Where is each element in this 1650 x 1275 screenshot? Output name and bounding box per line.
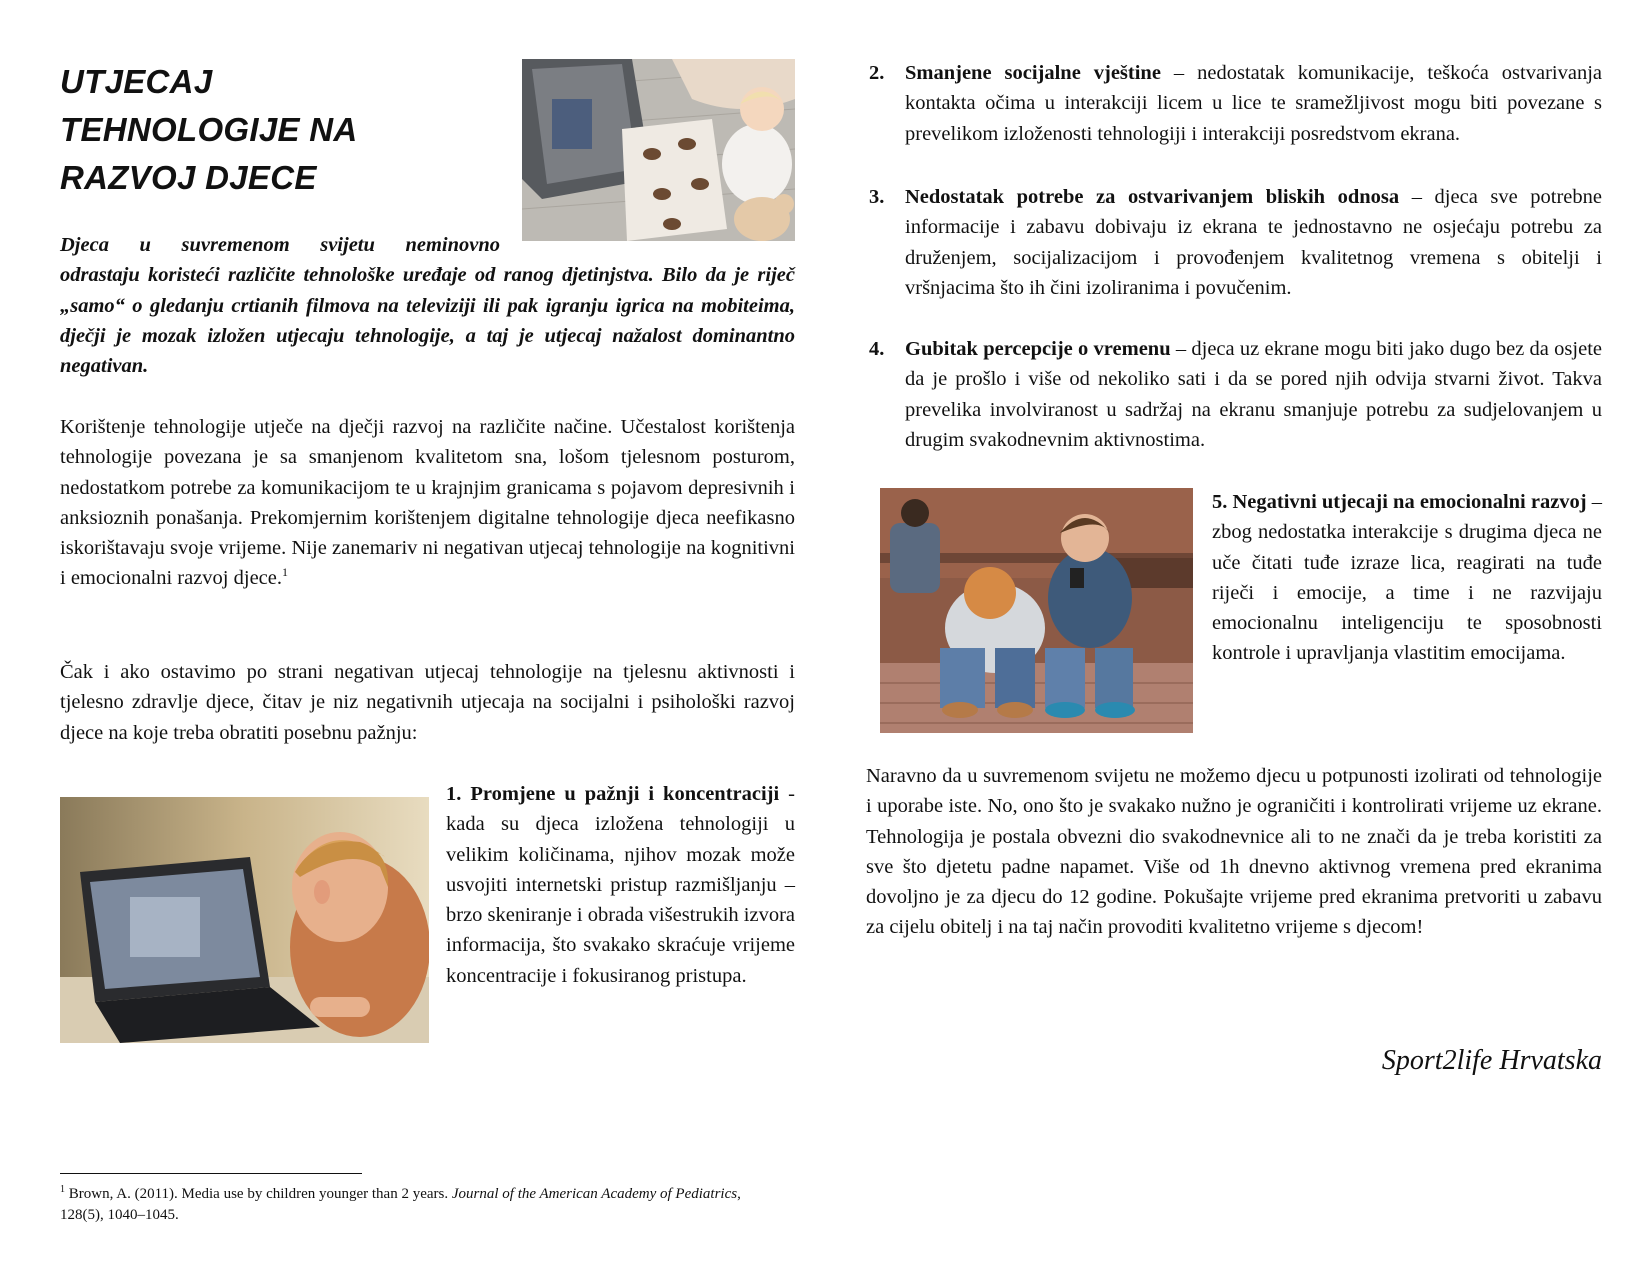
footnote-divider [60, 1173, 362, 1174]
list-item-3 [869, 182, 1602, 303]
photo-boys-phones [880, 488, 1193, 733]
list-item-5-number: 5. [1212, 491, 1228, 513]
list-item-4-number: 4. [869, 338, 885, 360]
list-item-3-body: – djeca sve potrebne informacije i zabavu dobivaju iz ekrana te jednostavno ne osjećaju potrebu za druženjem, socijalizacijom i provođenjem kvalitetnog vremena s obitelji i vršnjacima što ih čini izoliranima i povučenim. [905, 186, 1602, 299]
intro-text: odrastaju koristeći različite tehnološke uređaje od ranog djetinjstva. Bilo da je riječ „samo“ o gledanju crtianih filmova na televiziji ili pak igranju igrica na mobiteima, dječji je mozak izložen utjecaju tehnologije, a taj je utjecaj nažalost dominantno negativan. [60, 264, 795, 378]
footnote [60, 1184, 780, 1226]
signature: Sport2life Hrvatska [1381, 1045, 1602, 1076]
title-line-3: RAZVOJ DJECE [60, 159, 317, 196]
title-line-1: UTJECAJ [60, 63, 213, 100]
paragraph-negative-effects: Čak i ako ostavimo po strani negativan utjecaj tehnologije na tjelesnu aktivnosti i tjelesno zdravlje djece, čitav je niz negativnih utjecaja na socijalni i psihološki razvoj djece na koje treba obratiti posebnu pažnju: [60, 661, 795, 744]
photo-boy-laptop [60, 797, 429, 1043]
footnote-reference: 1 [282, 565, 288, 580]
list-item-1-heading: Promjene u pažnji i koncentraciji [470, 783, 780, 805]
list-item-5 [1212, 487, 1602, 669]
list-item-4 [869, 334, 1602, 455]
list-item-3-number: 3. [869, 186, 885, 208]
paragraph-technology-use-text: Korištenje tehnologije utječe na dječji razvoj na različite načine. Učestalost korištenja tehnologije povezana je sa smanjenom kvalitetom sna, lošom tjelesnom posturom, nedostatkom potrebe za komunikacijom te u krajnjim granicama s pojavom depresivnih i anksioznih ponašanja. Prekomjernim korištenjem digitalne tehnologije djeca neefikasno iskorištavaju svoje vrijeme. Nije zanemariv ni negativan utjecaj tehnologije na kognitivni i emocionalni razvoj djece. [60, 416, 795, 590]
footnote-journal: Journal of the American Academy of Pediatrics [451, 1186, 738, 1202]
list-item-1-body: - kada su djeca izložena tehnologiji u velikim količinama, njihov mozak može usvojiti internetski pristup razmišljanju – brzo skeniranje i obrada višestrukih izvora informacija, što svakako skraćuje vrijeme koncentracije i fokusiranog pristupa. [446, 783, 796, 987]
list-item-1-number: 1. [446, 783, 462, 805]
list-item-2 [869, 58, 1602, 149]
intro-first-line: Djeca u suvremenom svijetu neminovno [60, 234, 500, 256]
page-title [60, 58, 480, 202]
footnote-details: , 128(5), 1040–1045. [60, 1186, 741, 1223]
title-line-2: TEHNOLOGIJE NA [60, 111, 358, 148]
footnote-author: Brown, A. (2011). Media use by children younger than 2 years. [65, 1186, 452, 1202]
list-item-3-heading: Nedostatak potrebe za ostvarivanjem bliskih odnosa [905, 186, 1400, 208]
list-item-5-body: – zbog nedostatka interakcije s drugima djeca ne uče čitati tuđe izraze lica, reagirati na tuđe riječi i emocije, a time i ne razvijaju emocionalnu inteligenciju te sposobnosti kontrole i upravljanja vlastitim emocijama. [1212, 491, 1603, 665]
footnote-number: 1 [60, 1184, 65, 1195]
list-item-1 [446, 779, 795, 991]
list-item-2-number: 2. [869, 62, 885, 84]
list-item-2-body: – nedostatak komunikacije, teškoća ostvarivanja kontakta očima u interakciji licem u lice te sramežljivost mogu biti povezane s prevelikom izloženosti tehnologiji i interakciji posredstvom ekrana. [905, 62, 1602, 145]
list-item-4-heading: Gubitak percepcije o vremenu [905, 338, 1171, 360]
photo-toddler-laptop [522, 59, 795, 241]
paragraph-technology-use [60, 412, 795, 594]
closing-paragraph: Naravno da u suvremenom svijetu ne možemo djecu u potpunosti izolirati od tehnologije i uporabe iste. No, ono što je svakako nužno je ograničiti i kontrolirati vrijeme uz ekrane. Tehnologija je postala obvezni dio svakodnevnice ali to ne znači da je treba koristiti za sve što djetetu padne napamet. Više od 1h dnevno aktivnog vremena pred ekranima dovoljno je za djecu do 12 godine. Pokušajte vrijeme pred ekranima pretvoriti u zabavu za cijelu obitelj i na taj način provoditi kvalitetno vrijeme s djecom! [866, 765, 1602, 939]
list-item-2-heading: Smanjene socijalne vještine [905, 62, 1161, 84]
list-item-4-body: – djeca uz ekrane mogu biti jako dugo bez da osjete da je prošlo i više od nekoliko sati i da se pored njih odvija stvarni život. Takva prevelika involviranost u sadržaj na ekranu smanjuje potrebu za sudjelovanjem u drugim svakodnevnim aktivnostima. [905, 338, 1602, 451]
list-item-5-heading: Negativni utjecaji na emocionalni razvoj [1232, 491, 1587, 513]
